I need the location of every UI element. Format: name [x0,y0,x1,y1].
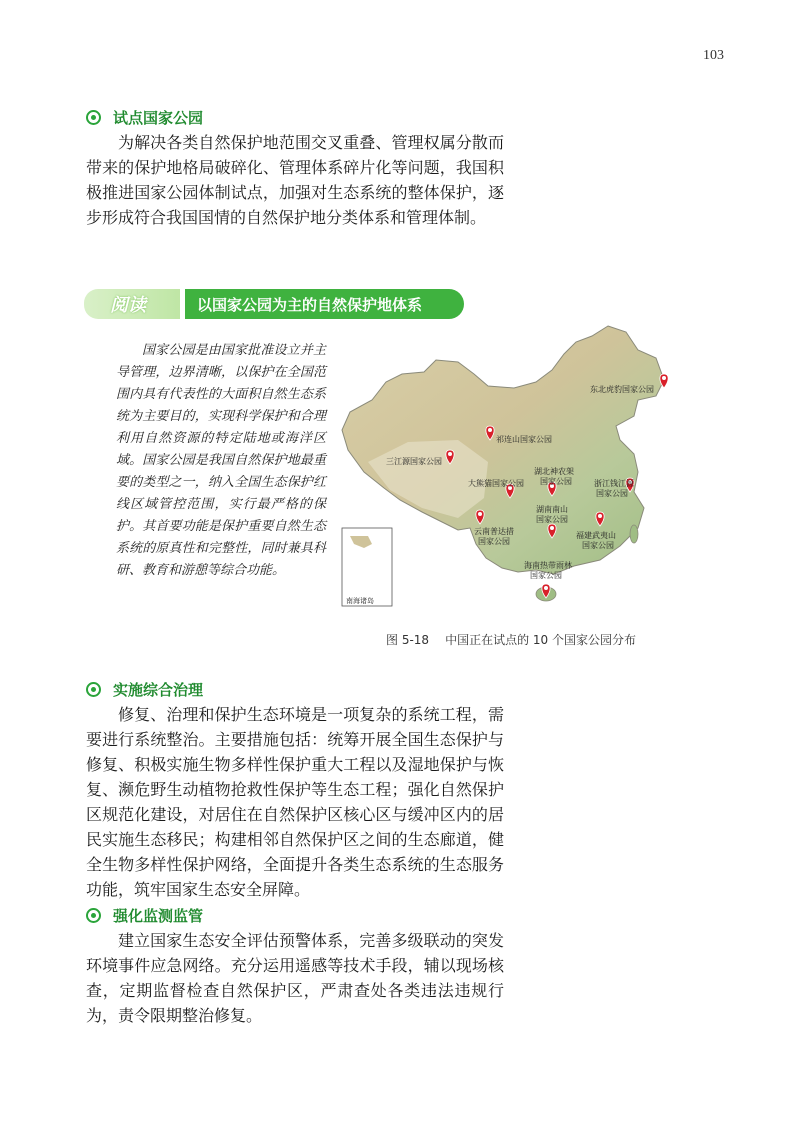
paragraph-pilot-parks: 为解决各类自然保护地范围交叉重叠、管理权属分散而带来的保护地格局破碎化、管理体系碎片化等问题，我国积极推进国家公园体制试点，加强对生态系统的整体保护，逐步形成符合我国国情的自然保护地分类体系和管理体制。 [86,133,504,227]
section-heading-text: 试点国家公园 [113,108,204,127]
park-label-line2: 国家公园 [530,571,562,580]
paragraph-monitoring: 建立国家生态安全评估预警体系，完善多级联动的突发环境事件应急网络。充分运用遥感等技术手段，辅以现场核查，定期监督检查自然保护区，严肃查处各类违法违规行为，责令限期整治修复。 [86,931,504,1025]
section-heading-pilot-parks [86,106,203,128]
park-label: 三江源国家公园 [386,457,442,466]
reading-title: 以国家公园为主的自然保护地体系 [197,296,423,314]
park-label-line2: 国家公园 [596,489,628,498]
park-label-line2: 国家公园 [582,541,614,550]
park-label: 浙江钱江源 [594,479,634,488]
park-label-line2: 国家公园 [536,515,568,524]
reading-label: 阅读 [110,295,146,316]
national-parks-map [338,322,674,622]
section-heading-text: 实施综合治理 [113,680,204,699]
park-label: 海南热带雨林 [524,561,572,570]
china-map-svg [338,322,674,622]
reading-title-box [180,289,464,319]
section-heading-governance [86,678,203,700]
park-label: 湖南南山 [536,505,568,514]
south-china-sea-inset [342,528,392,606]
park-label: 祁连山国家公园 [496,435,552,444]
figure-caption-text: 中国正在试点的 10 个国家公园分布 [445,633,636,647]
reading-banner [84,289,464,319]
section-heading-monitoring [86,904,203,926]
inset-label: 南海诸岛 [346,597,374,605]
page-number: 103 [703,48,724,63]
figure-caption [386,631,636,648]
bullet-icon [86,908,101,923]
paragraph-governance: 修复、治理和保护生态环境是一项复杂的系统工程，需要进行系统整治。主要措施包括：统筹开展全国生态保护与修复、积极实施生物多样性保护重大工程以及湿地保护与恢复、濒危野生动植物抢救性保护等生态工程；强化自然保护区规范化建设，对居住在自然保护区核心区与缓冲区内的居民实施生态移民；构建相邻自然保护区之间的生态廊道，健全生物多样性保护网络，全面提升各类生态系统的生态服务功能，筑牢国家生态安全屏障。 [86,705,504,899]
park-label: 东北虎豹国家公园 [590,385,654,394]
park-label: 云南普达措 [474,527,514,536]
figure-number: 图 5-18 [386,633,430,647]
park-label: 湖北神农架 [534,467,574,476]
bullet-icon [86,682,101,697]
bullet-icon [86,110,101,125]
park-label-line2: 国家公园 [478,537,510,546]
section-heading-text: 强化监测监管 [113,906,204,925]
park-label: 福建武夷山 [576,531,616,540]
park-label: 大熊猫国家公园 [468,479,524,488]
reading-text: 国家公园是由国家批准设立并主导管理，边界清晰，以保护在全国范围内具有代表性的大面积自然生态系统为主要目的，实现科学保护和合理利用自然资源的特定陆地或海洋区域。国家公园是我国自然保护地最重要的类型之一，纳入全国生态保护红线区域管控范围，实行最严格的保护。其首要功能是保护重要自然生态系统的原真性和完整性，同时兼具科研、教育和游憩等综合功能。 [116,343,326,578]
park-label-line2: 国家公园 [540,477,572,486]
taiwan-island [630,525,638,543]
